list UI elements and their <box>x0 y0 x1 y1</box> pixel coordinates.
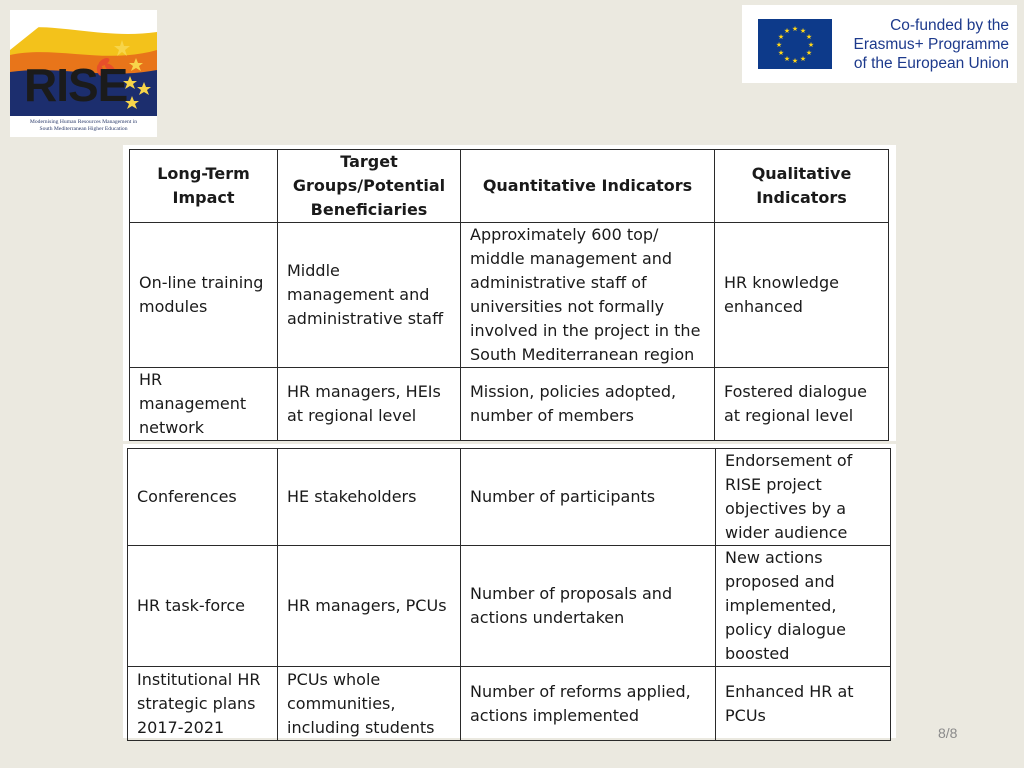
svg-text:★: ★ <box>805 33 813 41</box>
cell-qualitative: New actions proposed and implemented, policy dialogue boosted <box>716 546 891 667</box>
table-row <box>128 546 891 667</box>
svg-text:★: ★ <box>807 41 815 49</box>
svg-text:★: ★ <box>777 49 785 57</box>
rise-logo-subtitle <box>12 119 155 133</box>
cell-quantitative: Approximately 600 top/ middle management and administrative staff of universities not formally involved in the project in the South Mediterranean region <box>461 223 715 368</box>
header-long-term-impact: Long-Term Impact <box>130 150 278 223</box>
cell-qualitative: Endorsement of RISE project objectives by a wider audience <box>716 449 891 546</box>
cell-qualitative: Fostered dialogue at regional level <box>715 368 889 441</box>
header-quantitative-indicators: Quantitative Indicators <box>461 150 715 223</box>
svg-text:★: ★ <box>777 33 785 41</box>
cell-quantitative: Number of reforms applied, actions implemented <box>461 667 716 741</box>
svg-text:★: ★ <box>791 25 799 33</box>
impact-table-lower <box>127 448 891 741</box>
rise-logo-title: RISE <box>24 59 128 111</box>
impact-table-upper-panel <box>123 145 896 441</box>
cell-qualitative: Enhanced HR at PCUs <box>716 667 891 741</box>
table-row <box>130 368 889 441</box>
eu-text-line1: Co-funded by the <box>890 17 1009 34</box>
cell-impact: Conferences <box>128 449 278 546</box>
table-row <box>128 667 891 741</box>
svg-text:★: ★ <box>799 55 807 63</box>
header-target-groups: Target Groups/Potential Beneficiaries <box>278 150 461 223</box>
table-row <box>130 223 889 368</box>
eu-cofunded-text <box>844 16 1009 73</box>
cell-quantitative: Mission, policies adopted, number of members <box>461 368 715 441</box>
cell-quantitative: Number of proposals and actions undertaken <box>461 546 716 667</box>
cell-target: HR managers, PCUs <box>278 546 461 667</box>
cell-qualitative: HR knowledge enhanced <box>715 223 889 368</box>
eu-cofunded-banner <box>742 5 1017 83</box>
cell-impact: HR management network <box>130 368 278 441</box>
svg-text:★: ★ <box>799 27 807 35</box>
cell-target: PCUs whole communities, including students <box>278 667 461 741</box>
impact-table-lower-panel <box>123 444 896 738</box>
cell-quantitative: Number of participants <box>461 449 716 546</box>
svg-text:★: ★ <box>775 41 783 49</box>
impact-table-upper <box>129 149 889 441</box>
cell-target: HR managers, HEIs at regional level <box>278 368 461 441</box>
cell-impact: HR task-force <box>128 546 278 667</box>
eu-flag-icon <box>758 19 832 69</box>
eu-text-line2: Erasmus+ Programme <box>853 36 1009 53</box>
table-header-row <box>130 150 889 223</box>
table-row <box>128 449 891 546</box>
rise-logo <box>10 10 157 137</box>
rise-logo-subtitle-line2: South Mediterranean Higher Education <box>39 126 128 132</box>
cell-impact: On-line training modules <box>130 223 278 368</box>
header-qualitative-indicators: Qualitative Indicators <box>715 150 889 223</box>
page-number: 8/8 <box>938 725 958 741</box>
svg-text:★: ★ <box>805 49 813 57</box>
rise-logo-subtitle-line1: Modernising Human Resources Management in <box>29 119 138 125</box>
svg-text:★: ★ <box>791 57 799 65</box>
svg-text:★: ★ <box>783 27 791 35</box>
svg-text:★: ★ <box>783 55 791 63</box>
eu-text-line3: of the European Union <box>853 55 1009 72</box>
cell-target: HE stakeholders <box>278 449 461 546</box>
cell-impact: Institutional HR strategic plans 2017-2021 <box>128 667 278 741</box>
cell-target: Middle management and administrative staff <box>278 223 461 368</box>
